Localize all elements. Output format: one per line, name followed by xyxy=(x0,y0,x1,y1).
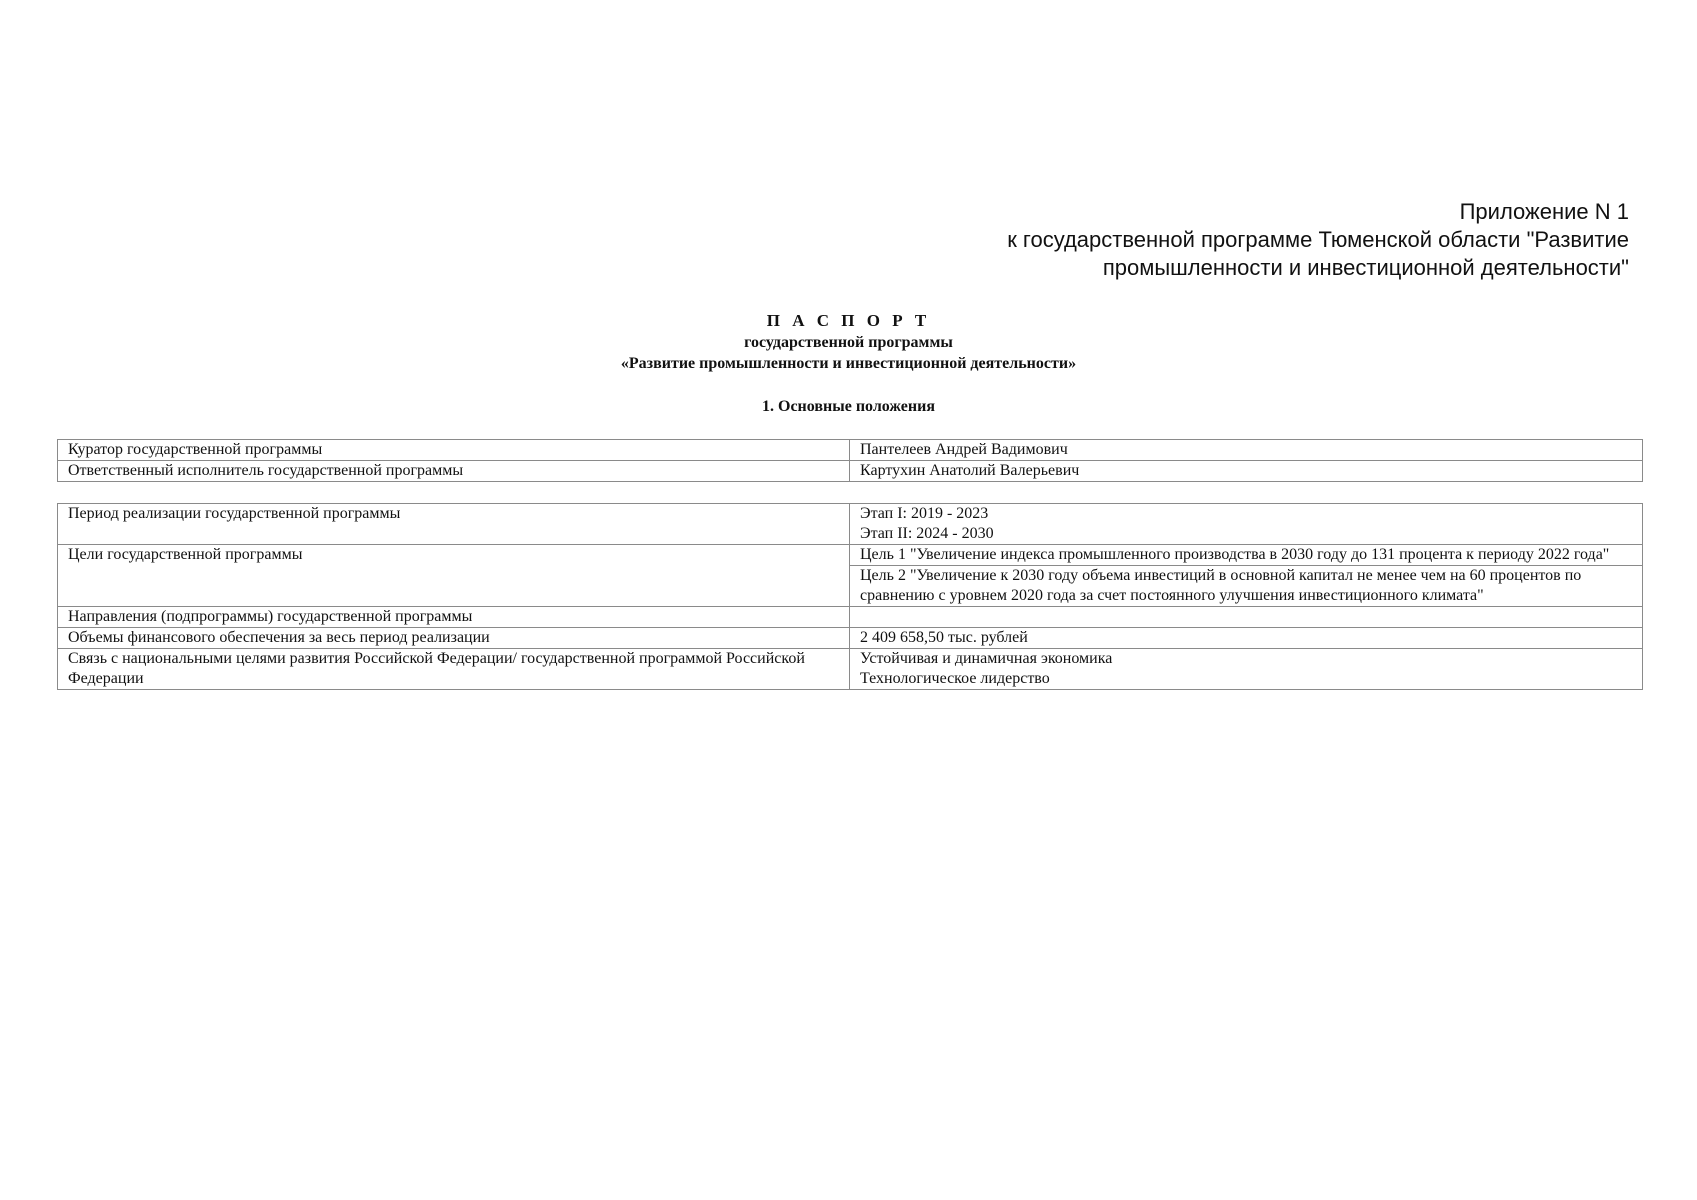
table-row xyxy=(58,440,1643,461)
table-row xyxy=(58,628,1643,649)
directions-value xyxy=(850,607,1643,628)
table-row xyxy=(58,607,1643,628)
goal-2: Цель 2 "Увеличение к 2030 году объема инвестиций в основной капитал не менее чем на 60 процентов по сравнению с уровнем 2020 года за счет постоянного улучшения инвестиционного климата" xyxy=(850,566,1643,607)
national-goal-1: Устойчивая и динамичная экономика xyxy=(860,650,1113,667)
appendix-line-3: промышленности и инвестиционной деятельности" xyxy=(1102,255,1629,280)
executor-value: Картухин Анатолий Валерьевич xyxy=(850,461,1643,482)
appendix-header xyxy=(1007,198,1629,282)
section-title: 1. Основные положения xyxy=(762,398,935,415)
passport-heading: П А С П О Р Т xyxy=(766,311,931,330)
document-title xyxy=(0,310,1697,374)
national-goals-value xyxy=(850,649,1643,690)
table-row xyxy=(58,504,1643,545)
appendix-line-2: к государственной программе Тюменской области "Развитие xyxy=(1007,227,1629,252)
executor-label: Ответственный исполнитель государственной программы xyxy=(58,461,850,482)
program-details-table xyxy=(57,503,1643,690)
responsibles-table xyxy=(57,439,1643,482)
table-row xyxy=(58,649,1643,690)
curator-value: Пантелеев Андрей Вадимович xyxy=(850,440,1643,461)
table-row xyxy=(58,545,1643,566)
stage-1: Этап I: 2019 - 2023 xyxy=(860,505,989,522)
national-goal-2: Технологическое лидерство xyxy=(860,670,1050,687)
period-value xyxy=(850,504,1643,545)
program-name: «Развитие промышленности и инвестиционной деятельности» xyxy=(620,355,1077,372)
national-goals-label: Связь с национальными целями развития Российской Федерации/ государственной программой Российской Федерации xyxy=(58,649,850,690)
funding-label: Объемы финансового обеспечения за весь период реализации xyxy=(58,628,850,649)
period-label: Период реализации государственной программы xyxy=(58,504,850,545)
funding-value: 2 409 658,50 тыс. рублей xyxy=(850,628,1643,649)
program-subheading: государственной программы xyxy=(744,334,953,351)
directions-label: Направления (подпрограммы) государственной программы xyxy=(58,607,850,628)
goal-1: Цель 1 "Увеличение индекса промышленного производства в 2030 году до 131 процента к периоду 2022 года" xyxy=(850,545,1643,566)
curator-label: Куратор государственной программы xyxy=(58,440,850,461)
stage-2: Этап II: 2024 - 2030 xyxy=(860,525,994,542)
appendix-line-1: Приложение N 1 xyxy=(1459,199,1629,224)
goals-label: Цели государственной программы xyxy=(58,545,850,607)
table-row xyxy=(58,461,1643,482)
